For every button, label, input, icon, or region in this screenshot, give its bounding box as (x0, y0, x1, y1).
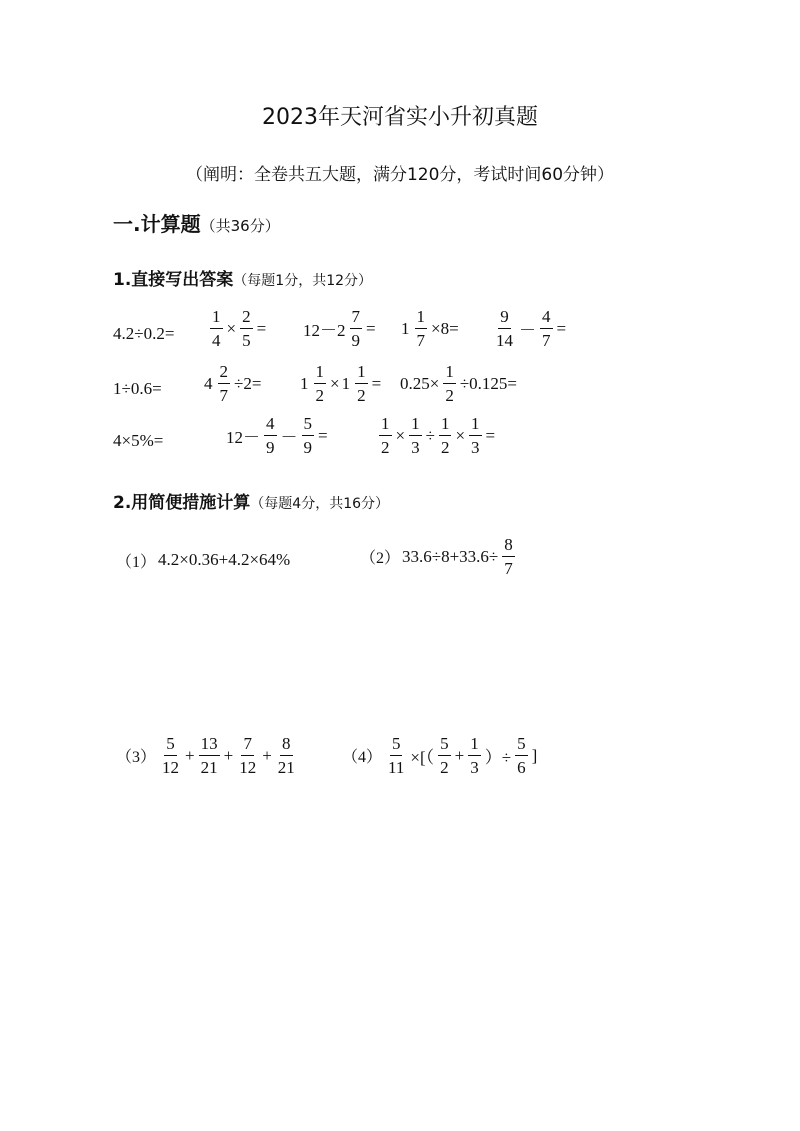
section-points: （共36分） (200, 217, 280, 235)
equals-sign: = (366, 318, 376, 338)
problem-3 (303, 308, 376, 349)
equals-sign: = (256, 318, 267, 338)
fraction: $\frac{5}{12}$ (162, 734, 180, 777)
problem-9 (400, 363, 517, 404)
problem-6 (113, 369, 162, 409)
fraction: $\frac{1}{3}$ (411, 414, 420, 457)
equals-sign: = (556, 318, 567, 338)
fraction: $\frac{2}{5}$ (242, 307, 251, 350)
fraction: $\frac{1}{2}$ (440, 414, 450, 457)
problem-2-3 (116, 735, 299, 776)
operator: × (395, 425, 406, 445)
operator: ÷ (425, 425, 435, 445)
fraction: $\frac{13}{21}$ (200, 734, 218, 777)
expr-text: ÷2= (234, 373, 262, 393)
part1-points: （每题1分，共12分） (233, 273, 373, 289)
fraction: $\frac{9}{14}$ (496, 307, 513, 350)
problem-2-4 (342, 735, 537, 776)
expr-text: 4.2÷0.2= (113, 324, 175, 343)
fraction: $\frac{1}{2}$ (315, 362, 324, 405)
whole-number: 4 (204, 373, 213, 393)
fraction: $\frac{1}{2}$ (445, 362, 454, 405)
section-title: 一.计算题 (113, 212, 201, 236)
expr-text: 0.25× (400, 373, 440, 393)
fraction: $\frac{1}{7}$ (416, 307, 425, 350)
problem-2 (208, 308, 266, 349)
whole-number: 1 (341, 373, 351, 393)
fraction: $\frac{4}{7}$ (542, 307, 551, 350)
fraction: $\frac{7}{12}$ (239, 734, 257, 777)
equals-sign: = (485, 425, 496, 445)
operator: － (280, 428, 298, 447)
problem-12 (377, 415, 495, 456)
operator: + (262, 745, 272, 765)
page-title: 2023年天河省实小升初真题 (262, 105, 538, 130)
equals-sign: = (318, 425, 328, 445)
problem-7 (204, 363, 261, 404)
expr-text: 12－ (226, 428, 260, 447)
question-label: （3） (116, 749, 157, 766)
fraction: $\frac{1}{2}$ (381, 414, 390, 457)
expr-text: ÷0.125= (459, 373, 518, 393)
part2-heading (113, 488, 389, 513)
problem-4 (401, 308, 459, 349)
problem-2-1 (116, 540, 290, 580)
fraction: $\frac{1}{2}$ (357, 362, 366, 405)
fraction: $\frac{4}{9}$ (266, 414, 275, 457)
expr-text: 1÷0.6= (113, 379, 162, 398)
problem-10 (113, 421, 163, 461)
expr-text: 33.6÷8+33.6÷ (402, 546, 499, 566)
fraction: $\frac{5}{9}$ (303, 414, 312, 457)
fraction: $\frac{8}{21}$ (277, 734, 295, 777)
expr-text: ] (531, 745, 538, 765)
expr-text: 4.2×0.36+4.2×64% (158, 550, 291, 569)
exam-note: （阐明：全卷共五大题，满分120分，考试时间60分钟） (185, 165, 615, 185)
problem-11 (226, 415, 328, 456)
part1-heading (113, 265, 372, 290)
expr-text: 12－2 (303, 321, 346, 340)
equals-sign: = (371, 373, 382, 393)
fraction: $\frac{5}{2}$ (440, 734, 449, 777)
fraction: $\frac{7}{9}$ (351, 307, 360, 350)
part2-title: 2.用简便措施计算 (113, 493, 251, 513)
fraction: $\frac{1}{3}$ (471, 414, 480, 457)
operator: × (330, 373, 340, 393)
operator: × (455, 425, 466, 445)
operator: － (519, 321, 536, 340)
question-label: （1） (116, 553, 157, 571)
expr-text: ×[（ (410, 748, 435, 767)
expr-text: ）÷ (484, 748, 512, 767)
whole-number: 1 (401, 318, 410, 338)
fraction: $\frac{5}{11}$ (388, 734, 405, 777)
whole-number: 1 (300, 373, 309, 393)
fraction: $\frac{1}{4}$ (212, 307, 221, 350)
expr-text: ×8= (431, 318, 459, 338)
section-heading-calculation (113, 208, 280, 237)
fraction: $\frac{8}{7}$ (504, 535, 513, 578)
operator: × (226, 318, 237, 338)
problem-8 (300, 363, 381, 404)
question-label: （2） (360, 550, 401, 567)
problem-1 (113, 314, 174, 354)
question-label: （4） (342, 749, 383, 766)
operator: + (454, 745, 465, 765)
problem-5 (492, 308, 566, 349)
fraction: $\frac{2}{7}$ (219, 362, 228, 405)
fraction: $\frac{1}{3}$ (470, 734, 479, 777)
part2-points: （每题4分，共16分） (250, 496, 390, 512)
operator: + (223, 745, 234, 765)
fraction: $\frac{5}{6}$ (517, 734, 526, 777)
problem-2-2 (360, 536, 517, 577)
operator: + (185, 745, 195, 765)
part1-title: 1.直接写出答案 (113, 270, 234, 290)
expr-text: 4×5%= (113, 431, 164, 450)
